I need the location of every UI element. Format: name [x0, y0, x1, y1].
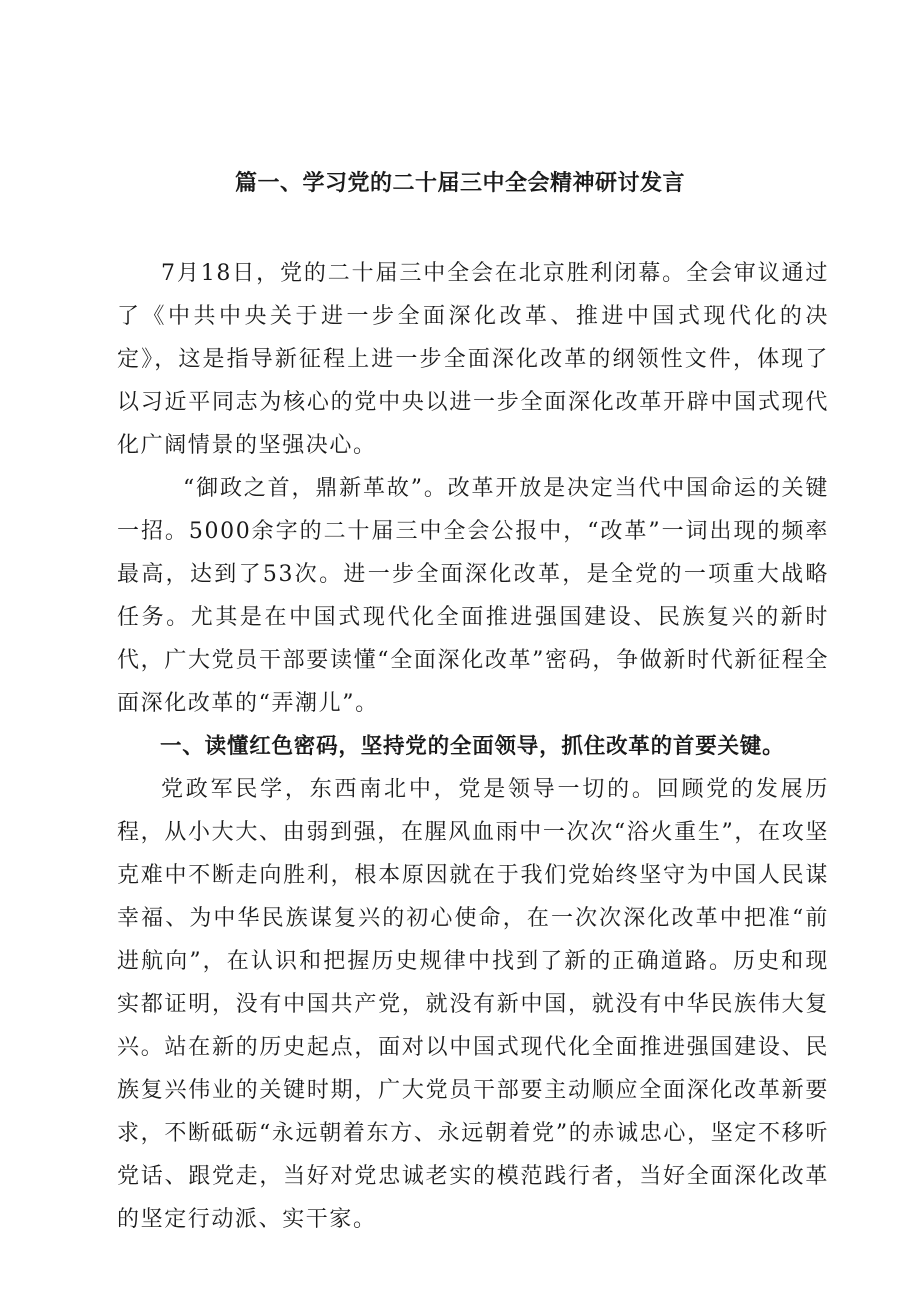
- paragraph-reform-quote: “御政之首，鼎新革故”。改革开放是决定当代中国命运的关键一招。5000余字的二十届三中全会公报中，“改革”一词出现的频率最高，达到了53次。进一步全面深化改革，是全党的一项重大战略任务。尤其是在中国式现代化全面推进强国建设、民族复兴的新时代，广大党员干部要读懂“全面深化改革”密码，争做新时代新征程全面深化改革的“弄潮儿”。: [117, 476, 829, 716]
- section-1-paragraph: 党政军民学，东西南北中，党是领导一切的。回顾党的发展历程，从小大大、由弱到强，在腥风血雨中一次次“浴火重生”，在攻坚克难中不断走向胜利，根本原因就在于我们党始终坚守为中国人民谋幸福、为中华民族谋复兴的初心使命，在一次次深化改革中把准“前进航向”，在认识和把握历史规律中找到了新的正确道路。历史和现实都证明，没有中国共产党，就没有新中国，就没有中华民族伟大复兴。站在新的历史起点，面对以中国式现代化全面推进强国建设、民族复兴伟业的关键时期，广大党员干部要主动顺应全面深化改革新要求，不断砥砺“永远朝着东方、永远朝着党”的赤诚忠心，坚定不移听党话、跟党走，当好对党忠诚老实的模范践行者，当好全面深化改革的坚定行动派、实干家。: [117, 777, 829, 1232]
- paragraph-intro: 7月18日，党的二十届三中全会在北京胜利闭幕。全会审议通过了《中共中央关于进一步全面深化改革、推进中国式现代化的决定》，这是指导新征程上进一步全面深化改革的纲领性文件，体现了以习近平同志为核心的党中央以进一步全面深化改革开辟中国式现代化广阔情景的坚强决心。: [117, 261, 829, 458]
- document-body: [117, 252, 829, 1241]
- section-heading-1: 一、读懂红色密码，坚持党的全面领导，抓住改革的首要关键。: [160, 734, 785, 759]
- document-title: 篇一、学习党的二十届三中全会精神研讨发言: [234, 171, 685, 196]
